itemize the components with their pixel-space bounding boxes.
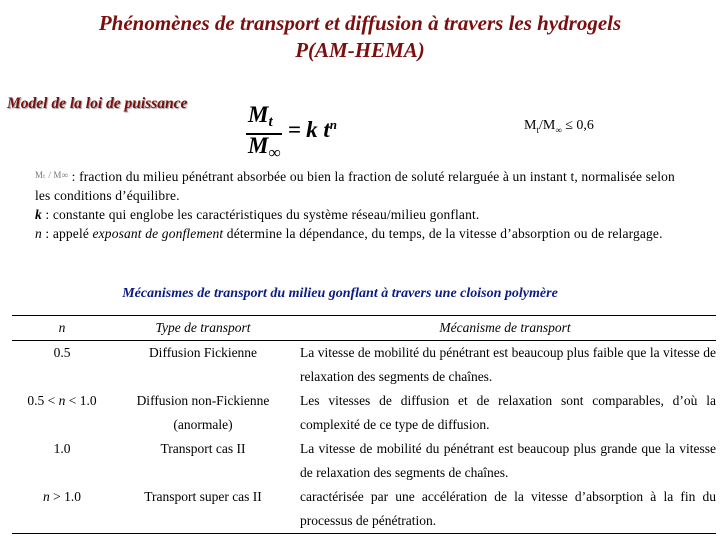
cell-type: Diffusion non-Fickienne (anormale) <box>136 393 270 432</box>
power-law-formula <box>244 102 354 160</box>
table-title: Mécanismes de transport du milieu gonflant à travers une cloison polymère <box>122 286 558 301</box>
slide-title-line1: Phénomènes de transport et diffusion à travers les hydrogels <box>98 11 622 35</box>
n-definition: n : appelé exposant de gonflement détermine la dépendance, du temps, de la vitesse d’absorption ou de relargage. <box>35 226 663 241</box>
k-definition: k : constante qui englobe les caractéristiques du système réseau/milieu gonflant. <box>35 207 480 222</box>
cell-type: Diffusion Fickienne <box>148 345 258 360</box>
formula-right-side: = k $t^n$ <box>288 117 337 142</box>
cell-n: 0.5 < n < 1.0 <box>27 393 97 408</box>
slide-title <box>0 10 720 64</box>
cell-mechanism: La vitesse de mobilité du pénétrant est beaucoup plus grande que la vitesse de relaxation des segments de chaînes. <box>300 441 716 480</box>
slide-title-line2: P(AM-HEMA) <box>295 38 425 62</box>
cell-type: Transport super cas II <box>112 485 294 534</box>
table-header-row <box>12 316 716 341</box>
formula-denominator: $M_\infty$ <box>248 133 281 162</box>
model-description <box>35 166 685 243</box>
cell-n: 0.5 <box>53 345 71 360</box>
cell-n: 1.0 <box>53 441 71 456</box>
table-row <box>12 389 716 437</box>
header-mechanism: Mécanisme de transport <box>294 316 716 341</box>
cell-type: Transport cas II <box>160 441 246 456</box>
fraction-symbol: Mₜ / M∞ <box>35 170 69 180</box>
header-type: Type de transport <box>112 316 294 341</box>
table-row <box>12 437 716 485</box>
cell-mechanism: Les vitesses de diffusion et de relaxation sont comparables, d’où la complexité de ce type de diffusion. <box>300 393 716 432</box>
formula-numerator: $M_t$ <box>248 102 273 130</box>
table-row <box>12 485 716 534</box>
transport-mechanism-table <box>12 315 716 534</box>
cell-mechanism: La vitesse de mobilité du pénétrant est beaucoup plus faible que la vitesse de relaxation des segments de chaînes. <box>300 345 716 384</box>
cell-n: n > 1.0 <box>12 485 112 534</box>
section-heading: Model de la loi de puissance <box>7 95 188 112</box>
validity-condition: $M_t/M_\infty \le 0,6$ <box>524 118 594 135</box>
cell-mechanism: caractérisée par une accélération de la vitesse d’absorption à la fin du processus de pénétration. <box>294 485 716 534</box>
table-row <box>12 341 716 390</box>
header-n: n <box>12 316 112 341</box>
fraction-definition: $^{M_t / M\infty}$ : fraction du milieu pénétrant absorbée ou bien la fraction de soluté relarguée à un instant t, normalisée selon les conditions d’équilibre. <box>35 169 675 203</box>
